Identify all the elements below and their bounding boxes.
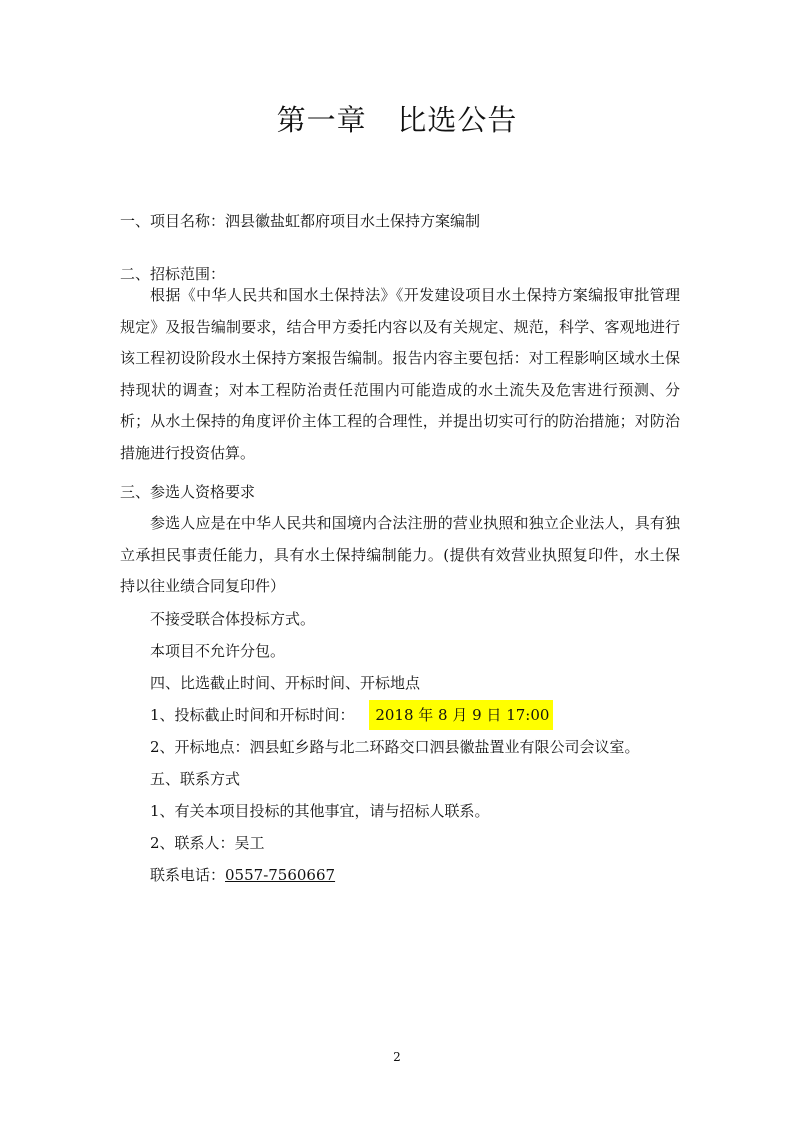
contact-heading: 五、联系方式 <box>150 770 241 788</box>
qualification-heading: 三、参选人资格要求 <box>120 483 256 501</box>
contact-note: 1、有关本项目投标的其他事宜，请与招标人联系。 <box>150 802 490 820</box>
deadline-value: 2018 年 8 月 9 日 17:00 <box>369 700 553 730</box>
location-line: 2、开标地点：泗县虹乡路与北二环路交口泗县徽盐置业有限公司会议室。 <box>150 738 640 756</box>
deadline-label: 1、投标截止时间和开标时间： <box>150 706 355 724</box>
page-number: 2 <box>393 1050 401 1064</box>
scope-paragraph: 根据《中华人民共和国水土保持法》《开发建设项目水土保持方案编报审批管理规定》及报告编制要求，结合甲方委托内容以及有关规定、规范，科学、客观地进行该工程初设阶段水土保持方案报告编制。报告内容主要包括：对工程影响区域水土保持现状的调查；对本工程防治责任范围内可能造成的水土流失及危害进行预测、分析；从水土保持的角度评价主体工程的合理性，并提出切实可行的防治措施；对防治措施进行投资估算。 <box>120 286 680 462</box>
project-name-line: 一、项目名称：泗县徽盐虹都府项目水土保持方案编制 <box>120 212 481 230</box>
qualification-paragraph: 参选人应是在中华人民共和国境内合法注册的营业执照和独立企业法人，具有独立承担民事责任能力，具有水土保持编制能力。(提供有效营业执照复印件，水土保持以往业绩合同复印件） <box>120 514 680 595</box>
phone-label: 联系电话： <box>150 866 226 884</box>
chapter-title: 第一章 比选公告 <box>276 103 518 137</box>
no-subcontract-line: 本项目不允许分包。 <box>150 642 286 660</box>
deadline-line <box>150 705 553 725</box>
contact-person: 2、联系人：吴工 <box>150 834 265 852</box>
phone-number: 0557-7560667 <box>225 866 336 884</box>
scope-heading: 二、招标范围： <box>120 265 226 283</box>
phone-line <box>150 865 335 885</box>
no-consortium-line: 不接受联合体投标方式。 <box>150 610 316 628</box>
deadline-heading: 四、比选截止时间、开标时间、开标地点 <box>150 674 421 692</box>
